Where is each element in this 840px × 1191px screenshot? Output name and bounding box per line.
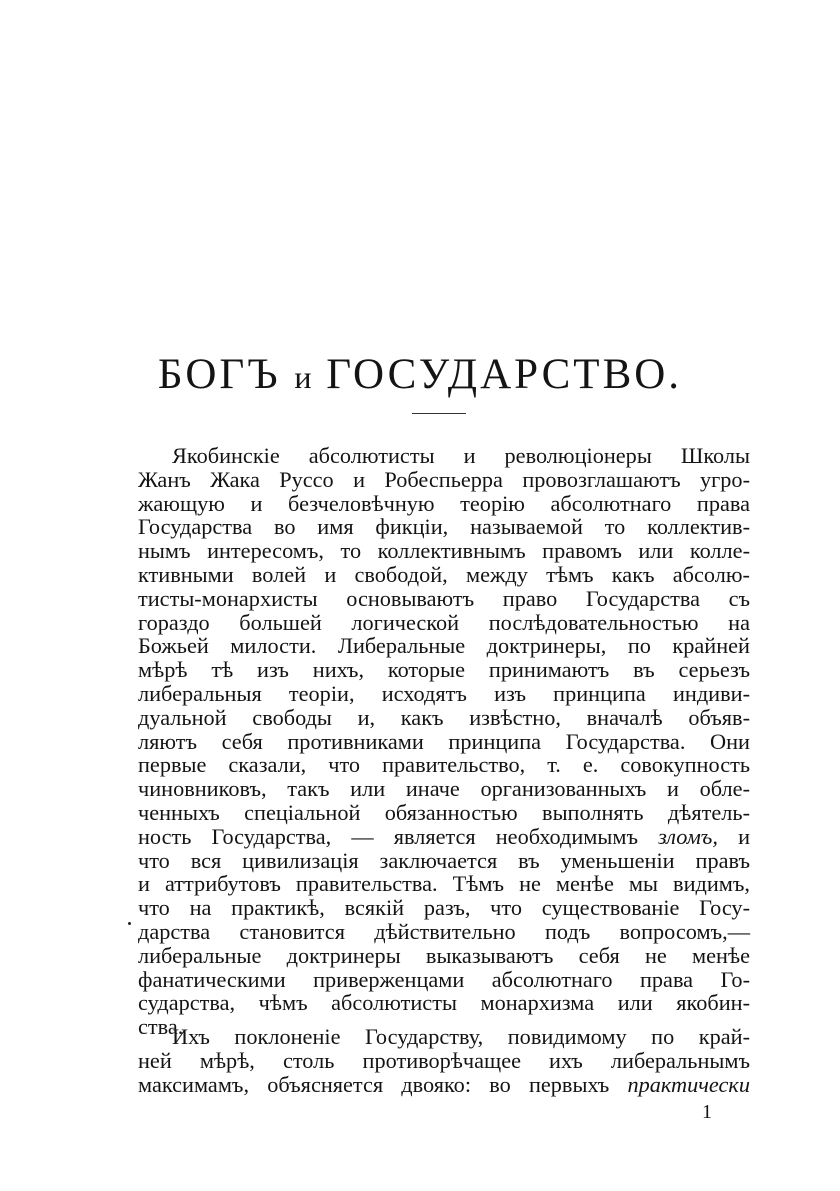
text-line: что вся цивилизація заключается въ уменьшеніи правъ bbox=[138, 847, 750, 873]
text-line: Жанъ Жака Руссо и Робеспьерра провозглашаютъ угро- bbox=[138, 466, 750, 492]
paragraph-2 bbox=[138, 1025, 750, 1096]
text-line: Якобинскіе абсолютисты и революціонеры Школы bbox=[172, 443, 750, 468]
text-line: ней мѣрѣ, столь противорѣчащее ихъ либеральнымъ bbox=[138, 1047, 750, 1073]
text-line: дарства становится дѣйствительно подъ вопросомъ,— bbox=[138, 918, 750, 944]
text-line: дуальной свободы и, какъ извѣстно, вначалѣ объяв- bbox=[138, 704, 750, 730]
text-line: гораздо большей логической послѣдовательностью на bbox=[138, 609, 750, 635]
title-state: ГОСУДАРСТВО. bbox=[326, 351, 683, 398]
text-line: нымъ интересомъ, то коллективнымъ правомъ или колле- bbox=[138, 538, 750, 564]
text-line: ляютъ себя противниками принципа Государства. Они bbox=[138, 728, 750, 754]
text-line: фанатическими приверженцами абсолютнаго права Го- bbox=[138, 966, 750, 992]
text-line: что на практикѣ, всякій разъ, что существованіе Госу- bbox=[138, 895, 750, 921]
text-line: сударства, чѣмъ абсолютисты монархизма или якобин- bbox=[138, 990, 750, 1016]
italic-word: практически bbox=[627, 1071, 751, 1097]
text-line: Божьей милости. Либеральные доктринеры, по крайней bbox=[138, 633, 750, 659]
text-line: жающую и безчеловѣчную теорію абсолютнаго права bbox=[138, 490, 750, 516]
text-segment: ность Государства, — является необходимымъ bbox=[138, 823, 639, 849]
text-segment: и bbox=[738, 823, 750, 849]
margin-dot bbox=[128, 922, 131, 925]
text-line: мѣрѣ тѣ изъ нихъ, которые принимаютъ въ серьезъ bbox=[138, 657, 750, 683]
text-line-mixed bbox=[138, 1073, 750, 1097]
text-line-mixed bbox=[138, 825, 750, 849]
title-god: БОГЪ bbox=[157, 351, 281, 398]
title-and: и bbox=[294, 359, 313, 395]
text-line: либеральныя теоріи, исходятъ изъ принципа индиви- bbox=[138, 680, 750, 706]
text-line: первые сказали, что правительство, т. е. совокупность bbox=[138, 752, 750, 778]
title-divider bbox=[412, 413, 466, 414]
text-line: ченныхъ спеціальной обязанностью выполнять дѣятель- bbox=[138, 799, 750, 825]
text-line: Ихъ поклоненіе Государству, повидимому по край- bbox=[172, 1024, 750, 1049]
text-line: либеральные доктринеры выказываютъ себя не менѣе bbox=[138, 942, 750, 968]
text-line: и аттрибутовъ правительства. Тѣмъ не менѣе мы видимъ, bbox=[138, 871, 750, 897]
paragraph-1 bbox=[138, 444, 750, 1039]
text-line: ства. bbox=[138, 1014, 184, 1040]
text-line: тисты-монархисты основываютъ право Государства съ bbox=[138, 585, 750, 611]
text-line: ктивными волей и свободой, между тѣмъ какъ абсолю- bbox=[138, 561, 750, 587]
italic-word: зломъ, bbox=[658, 823, 718, 849]
page-number: 1 bbox=[702, 1101, 712, 1123]
page-title bbox=[0, 350, 840, 402]
text-segment: максимамъ, объясняется двояко: во первыхъ bbox=[138, 1071, 610, 1097]
text-line: Государства во имя фикціи, называемой то коллектив- bbox=[138, 514, 750, 540]
text-line: чиновниковъ, такъ или иначе организованныхъ и обле- bbox=[138, 776, 750, 802]
